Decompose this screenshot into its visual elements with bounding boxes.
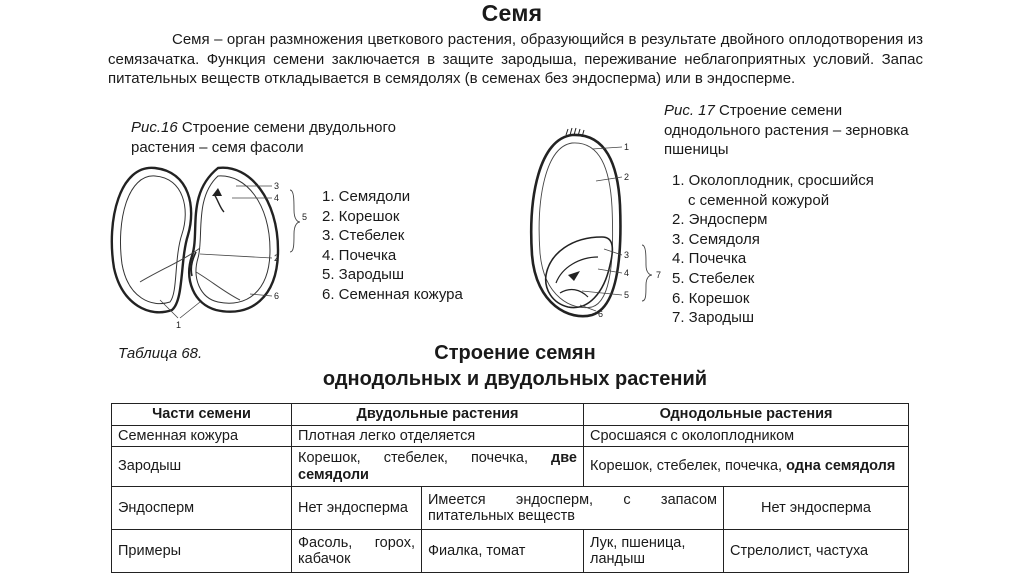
fig17-mark-5: 5 (624, 290, 630, 300)
intro-text: Семя – орган размножения цветкового растения, образующийся в результате двойного оплодотворения из семязачатка. Функция семени заключается в защите зародыша, переживание неблагоприятных условий. Запас питательных веществ откладывается в семядолях (в семенах без эндосперма) или в эндосперме. (108, 31, 923, 87)
table-header-row (112, 404, 909, 426)
table-row (112, 530, 909, 573)
table-title-line: Строение семян (434, 342, 596, 364)
table-row (112, 487, 909, 530)
intro-paragraph (108, 30, 923, 89)
table-label: Таблица 68. (118, 345, 203, 362)
fig16-legend-item: 1. Семядоли (322, 188, 411, 205)
fig17-wheat-drawing (510, 125, 670, 325)
table-cell: Лук, пшеница, ландыш (584, 530, 724, 573)
fig17-mark-6: 6 (598, 309, 604, 319)
table-title (250, 340, 780, 392)
fig17-legend-item: с семенной кожурой (688, 191, 830, 209)
table-cell: Фасоль, горох, кабачок (292, 530, 422, 573)
fig17-caption-text: Строение семени однодольного растения – зерновка пшеницы (664, 102, 909, 158)
fig17-mark-2: 2 (624, 172, 630, 182)
table-cell-text-bold: две семядоли (298, 450, 577, 483)
table-cell: Сросшаяся с околоплодником (584, 426, 909, 446)
fig17-mark-1: 1 (624, 142, 630, 152)
fig16-legend-item: 6. Семенная кожура (322, 285, 463, 303)
fig17-legend-item: 6. Корешок (672, 289, 750, 307)
table-cell: Эндосперм (112, 487, 292, 530)
table-cell: Зародыш (112, 446, 292, 487)
table-cell: Нет эндосперма (292, 487, 422, 530)
fig16-mark-6: 6 (274, 291, 280, 301)
page-title: Семя (481, 0, 543, 26)
table-cell (292, 446, 584, 487)
table-cell (584, 446, 909, 487)
fig17-mark-4: 4 (624, 268, 630, 278)
fig16-legend-item: 2. Корешок (322, 207, 400, 225)
table-cell: Примеры (112, 530, 292, 573)
fig16-legend-item: 5. Зародыш (322, 266, 405, 284)
fig17-legend-item: 3. Семядоля (672, 230, 760, 248)
fig17-caption-label: Рис. 17 (664, 102, 715, 119)
fig17-caption (664, 101, 924, 160)
fig17-mark-3: 3 (624, 250, 630, 260)
table-cell-text-bold: одна семядоля (786, 458, 896, 475)
table-cell-text: Корешок, стебелек, почечка, (590, 458, 787, 475)
fig17-legend-item: 5. Стебелек (672, 269, 755, 287)
fig16-mark-4: 4 (274, 193, 280, 203)
table-cell: Семенная кожура (112, 426, 292, 446)
fig16-caption-label: Рис.16 (131, 119, 178, 136)
table-row (112, 426, 909, 446)
fig16-legend-item: 3. Стебелек (322, 227, 405, 245)
fig16-caption (131, 118, 461, 157)
fig17-legend-item: 4. Почечка (672, 250, 747, 268)
fig16-legend-item: 4. Почечка (322, 246, 397, 264)
table-header-cell: Однодольные растения (584, 404, 909, 426)
table-cell: Фиалка, томат (422, 530, 584, 573)
table-cell: Плотная легко отделяется (292, 426, 584, 446)
table-header-cell: Части семени (112, 404, 292, 426)
fig16-legend (322, 187, 463, 305)
fig17-legend (672, 171, 874, 328)
fig16-mark-5: 5 (302, 212, 308, 222)
table-cell: Имеется эндосперм, с запасом питательных веществ (422, 487, 724, 530)
table-cell: Нет эндосперма (724, 487, 909, 530)
table-cell: Стрелолист, частуха (724, 530, 909, 573)
fig17-legend-item: 2. Эндосперм (672, 211, 768, 229)
table-title-line: однодольных и двудольных растений (322, 368, 708, 390)
table-row (112, 446, 909, 487)
fig16-mark-1: 1 (176, 320, 182, 330)
table-cell-text: Корешок, стебелек, почечка, (298, 450, 551, 467)
fig16-mark-3: 3 (274, 181, 280, 191)
fig17-mark-7: 7 (656, 270, 662, 280)
fig17-legend-item: 7. Зародыш (672, 309, 755, 327)
table-header-cell: Двудольные растения (292, 404, 584, 426)
fig16-bean-drawing (100, 160, 300, 335)
fig16-mark-2: 2 (274, 253, 280, 263)
fig17-legend-item: 1. Околоплодник, сросшийся (672, 172, 874, 189)
seed-structure-table (111, 403, 909, 573)
fig16-caption-text: Строение семени двудольного растения – семя фасоли (131, 119, 396, 156)
